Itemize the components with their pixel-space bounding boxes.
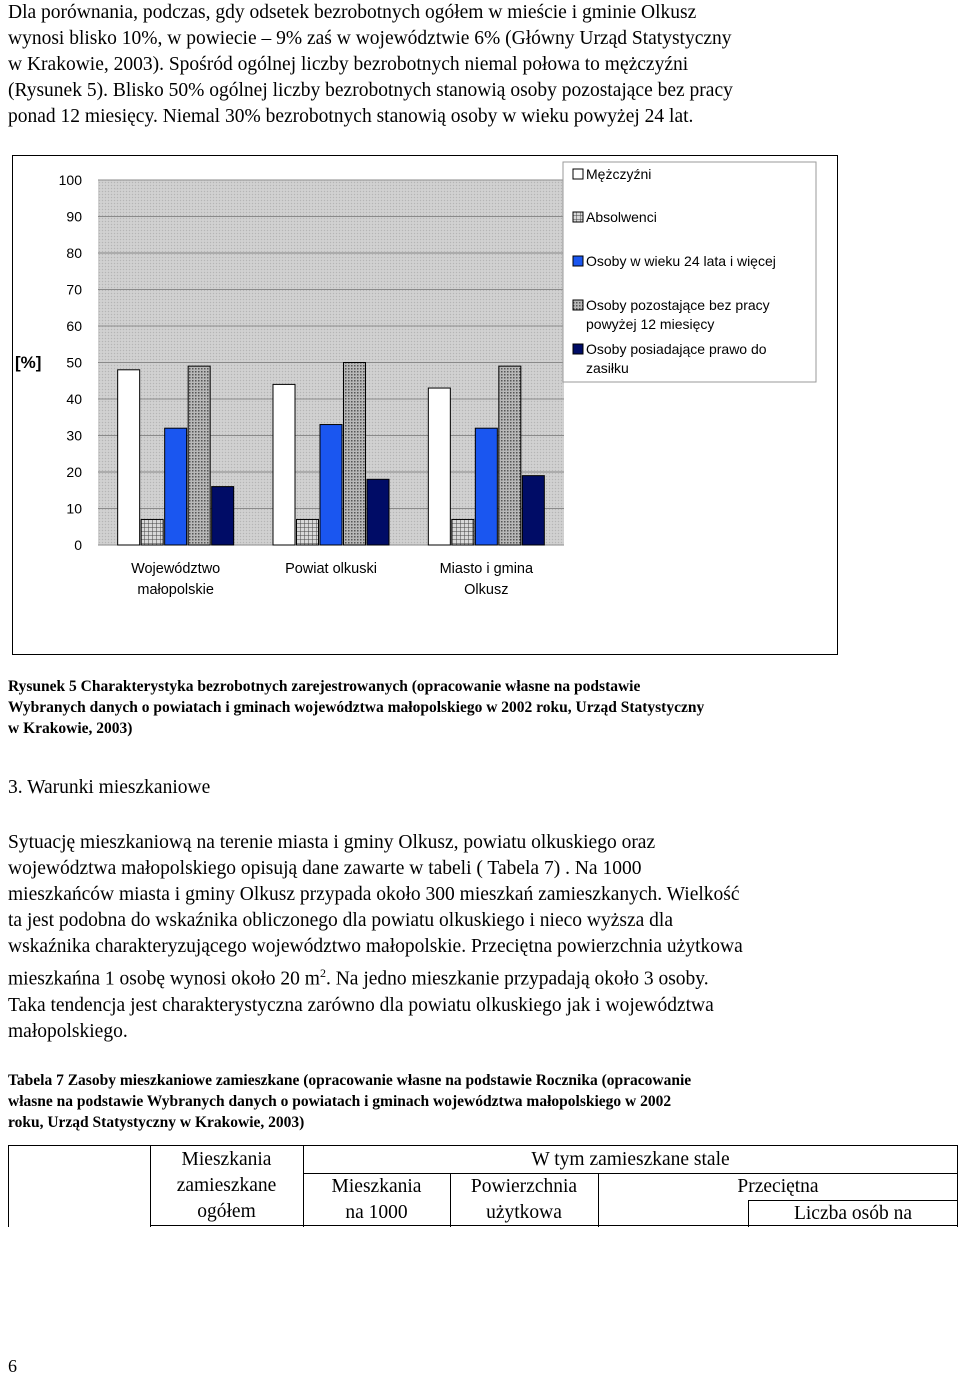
legend-swatch xyxy=(573,344,583,354)
text-line: małopolskiego. xyxy=(8,1020,128,1042)
bar xyxy=(297,519,319,545)
header-powierzchnia-uzytkowa xyxy=(450,1174,598,1226)
y-axis-label: [%] xyxy=(15,353,42,372)
page-number: 6 xyxy=(8,1356,17,1376)
y-tick-label: 60 xyxy=(66,318,82,334)
y-tick-label: 40 xyxy=(66,391,82,407)
header-mieszkania-zamieszkane xyxy=(150,1147,303,1225)
header-line: na 1000 xyxy=(345,1202,408,1223)
text-line: województwa małopolskiego opisują dane zawarte w tabeli ( Tabela 7) . Na 1000 xyxy=(8,858,642,879)
y-tick-label: 80 xyxy=(66,245,82,261)
x-category-label: Powiat olkuski xyxy=(285,561,377,577)
text-line: (Rysunek 5). Blisko 50% ogólnej liczby bezrobotnych stanowią osoby pozostające bez pracy xyxy=(8,80,733,101)
y-tick-label: 70 xyxy=(66,281,82,298)
caption-line: Wybranych danych o powiatach i gminach województwa małopolskiego w 2002 roku, Urząd Statystyczny xyxy=(8,699,705,716)
y-tick-label: 0 xyxy=(74,537,82,553)
legend-label: zasiłku xyxy=(586,360,629,376)
bar xyxy=(475,428,497,545)
bar xyxy=(165,428,187,545)
x-category-label: Miasto i gmina xyxy=(439,561,534,577)
y-tick-label: 50 xyxy=(66,354,82,371)
header-line: ogółem xyxy=(197,1201,256,1222)
bar xyxy=(452,519,474,545)
legend-label: powyżej 12 miesięcy xyxy=(586,316,715,332)
text-line: w Krakowie, 2003). Spośród ogólnej liczby bezrobotnych niemal połowa to mężczyźni xyxy=(8,54,689,75)
y-tick-label: 20 xyxy=(66,464,82,480)
x-category-label: Olkusz xyxy=(464,582,509,598)
header-line: zamieszkane xyxy=(176,1175,277,1196)
superscript: 2 xyxy=(319,966,326,980)
y-tick-label: 10 xyxy=(66,500,82,517)
bar xyxy=(499,366,521,545)
y-tick-label: 100 xyxy=(58,172,82,188)
bar xyxy=(367,479,389,545)
bar xyxy=(118,370,140,545)
x-category-label: małopolskie xyxy=(137,582,214,598)
text-line xyxy=(8,960,953,993)
text-line: wskaźnika charakteryzującego województwo małopolskie. Przeciętna powierzchnia użytkowa xyxy=(8,936,743,957)
header-liczba-osob: Liczba osób na xyxy=(793,1203,913,1224)
unemployment-bar-chart xyxy=(12,155,838,655)
table-border xyxy=(8,1145,9,1227)
text-line: wynosi blisko 10%, w powiecie – 9% zaś w województwie 6% (Główny Urząd Statystyczny xyxy=(8,28,732,49)
legend-label: Mężczyźni xyxy=(586,166,652,182)
housing-table xyxy=(8,1145,958,1227)
text-line: Dla porównania, podczas, gdy odsetek bezrobotnych ogółem w mieście i gminie Olkusz xyxy=(8,2,697,23)
legend-swatch xyxy=(573,212,583,222)
text-segment: . Na jedno mieszkanie przypadają około 3 osoby. xyxy=(325,968,709,990)
header-line: Powierzchnia xyxy=(470,1176,578,1197)
housing-paragraph xyxy=(8,830,953,1045)
intro-paragraph xyxy=(8,0,953,130)
bar xyxy=(212,487,234,545)
text-line: Taka tendencja jest charakterystyczna zarówno dla powiatu olkuskiego jak i województwa xyxy=(8,994,714,1016)
bar xyxy=(320,425,342,545)
header-line: Mieszkania xyxy=(331,1176,422,1197)
legend-swatch xyxy=(573,256,583,266)
header-line: Mieszkania xyxy=(181,1149,272,1170)
bar xyxy=(344,363,366,546)
header-w-tym-zamieszkane-stale: W tym zamieszkane stale xyxy=(531,1149,730,1170)
bar xyxy=(428,388,450,545)
caption-line: własne na podstawie Wybranych danych o powiatach i gminach województwa małopolskiego w 2002 xyxy=(8,1093,672,1110)
bar xyxy=(273,384,295,545)
legend-label: Osoby pozostające bez pracy xyxy=(586,297,770,313)
y-tick-label: 30 xyxy=(66,427,82,444)
section-heading: 3. Warunki mieszkaniowe xyxy=(8,777,211,798)
text-line: Sytuację mieszkaniową na terenie miasta i gminy Olkusz, powiatu olkuskiego oraz xyxy=(8,832,656,853)
header-przecietna: Przeciętna xyxy=(737,1176,819,1197)
caption-line: w Krakowie, 2003) xyxy=(8,720,133,737)
x-category-label: Województwo xyxy=(131,561,221,577)
bar xyxy=(141,519,163,545)
caption-line: roku, Urząd Statystyczny w Krakowie, 2003) xyxy=(8,1114,305,1131)
header-mieszkania-na-1000 xyxy=(303,1174,450,1226)
caption-line: Rysunek 5 Charakterystyka bezrobotnych zarejestrowanych (opracowanie własne na podstawie xyxy=(8,678,641,695)
legend-swatch xyxy=(573,300,583,310)
legend-label: Osoby w wieku 24 lata i więcej xyxy=(586,253,776,269)
y-tick-label: 90 xyxy=(66,208,82,225)
bar xyxy=(188,366,210,545)
text-segment: mieszkańna 1 osobę wynosi około 20 m xyxy=(8,968,320,990)
legend-swatch xyxy=(573,169,583,179)
header-line: użytkowa xyxy=(486,1202,562,1223)
legend-label: Absolwenci xyxy=(586,209,657,225)
table-caption xyxy=(8,1070,953,1133)
text-line: mieszkańców miasta i gminy Olkusz przypada około 300 mieszkań zamieszkanych. Wielkość xyxy=(8,884,740,905)
bar xyxy=(522,476,544,545)
text-line: ponad 12 miesięcy. Niemal 30% bezrobotnych stanowią osoby w wieku powyżej 24 lat. xyxy=(8,106,694,127)
text-line: ta jest podobna do wskaźnika obliczonego dla powiatu olkuskiego i nieco wyższa dla xyxy=(8,910,673,931)
figure-caption xyxy=(8,676,953,739)
legend-label: Osoby posiadające prawo do xyxy=(586,341,767,357)
caption-line: Tabela 7 Zasoby mieszkaniowe zamieszkane (opracowanie własne na podstawie Rocznika (opracowanie xyxy=(8,1072,692,1089)
